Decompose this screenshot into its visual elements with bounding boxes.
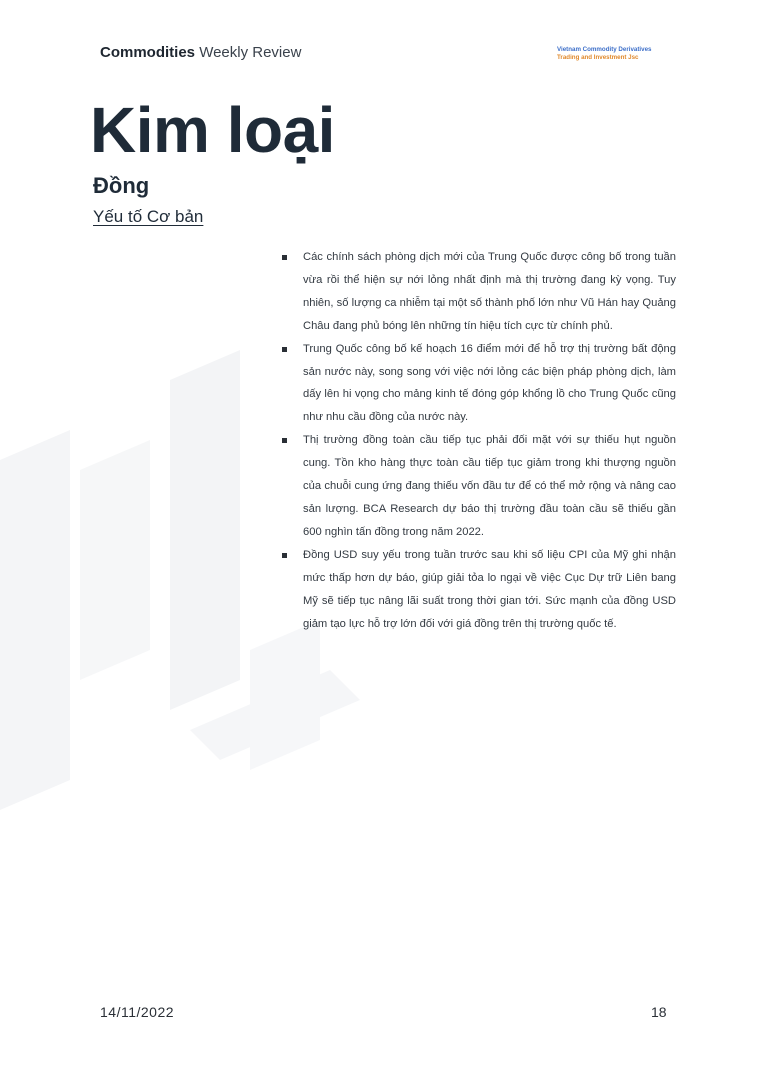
footer-date: 14/11/2022: [100, 1004, 175, 1020]
report-header: [100, 44, 301, 61]
header-title-bold: Commodities: [100, 44, 196, 61]
section-heading: Yếu tố Cơ bản: [93, 207, 204, 226]
bullet-list: [282, 246, 676, 635]
square-bullet-icon: [282, 553, 287, 558]
bullet-text: Các chính sách phòng dịch mới của Trung Quốc được công bố trong tuần vừa rồi thể hiện sự nới lỏng nhất định mà thị trường đang kỳ vọng. Tuy nhiên, số lượng ca nhiễm tại một số thành phố lớn như Vũ Hán hay Quảng Châu đang phủ bóng lên những tín hiệu tích cực từ chính phủ.: [303, 251, 676, 332]
bullet-text: Thị trường đồng toàn cầu tiếp tục phải đối mặt với sự thiếu hụt nguồn cung. Tồn kho hàng thực toàn cầu tiếp tục giảm trong khi thượng nguồn của chuỗi cung ứng đang thiếu vốn đầu tư để có thể mở rộng và nâng cao sản lượng. BCA Research dự báo thị trường đầu toàn cầu sẽ thiếu gần 600 nghìn tấn đồng trong năm 2022.: [303, 434, 676, 538]
square-bullet-icon: [282, 438, 287, 443]
bullet-text: Đồng USD suy yếu trong tuần trước sau khi số liệu CPI của Mỹ ghi nhận mức thấp hơn dự báo, giúp giải tỏa lo ngại về việc Cục Dự trữ Liên bang Mỹ sẽ tiếp tục nâng lãi suất trong thời gian tới. Sức mạnh của đồng USD giảm tạo lực hỗ trợ lớn đối với giá đồng trên thị trường quốc tế.: [303, 548, 676, 630]
bullet-item: [282, 429, 676, 544]
page-title: Kim loại: [90, 94, 335, 166]
page-number: 18: [651, 1004, 667, 1020]
square-bullet-icon: [282, 255, 287, 260]
brand-line-1: Vietnam Commodity Derivatives: [557, 46, 652, 53]
page-subtitle: Đồng: [93, 173, 150, 198]
bullet-item: [282, 246, 676, 338]
square-bullet-icon: [282, 347, 287, 352]
bullet-item: [282, 544, 676, 636]
brand-logo-text: [557, 46, 651, 61]
bullet-item: [282, 338, 676, 430]
brand-line-2: Trading and Investment Jsc: [557, 53, 639, 61]
bullet-text: Trung Quốc công bố kế hoạch 16 điểm mới để hỗ trợ thị trường bất động sản nước này, song song với việc nới lỏng các biện pháp phòng dịch, làm dấy lên hi vọng cho mảng kinh tế đóng góp khổng lồ cho Trung Quốc cũng như nhu cầu đồng của nước này.: [303, 342, 676, 424]
header-title-light: Weekly Review: [199, 44, 302, 61]
